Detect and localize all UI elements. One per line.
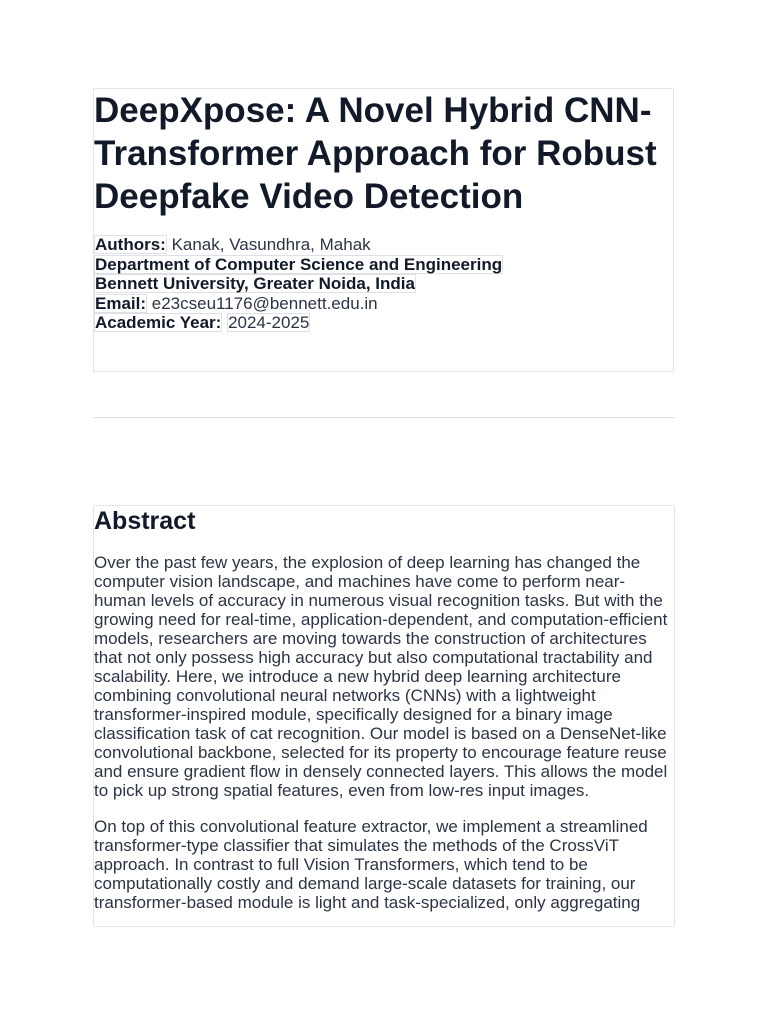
- academic-year-value: 2024-2025: [228, 313, 310, 333]
- section-divider: [93, 417, 675, 418]
- paper-metadata: [94, 235, 673, 333]
- email-line: [94, 294, 673, 314]
- department-line: [94, 255, 673, 275]
- abstract-heading: Abstract: [94, 507, 196, 535]
- authors-line: [94, 235, 673, 255]
- academic-year-line: [94, 313, 673, 333]
- email-value: e23cseu1176@bennett.edu.in: [151, 293, 378, 313]
- abstract-section: [93, 505, 675, 927]
- university-name: Bennett University, Greater Noida, India: [95, 274, 415, 294]
- university-line: [94, 274, 673, 294]
- abstract-paragraph: Over the past few years, the explosion of deep learning has changed the computer vision landscape, and machines have come to perform near-human levels of accuracy in numerous visual recognition tasks. But with the growing need for real-time, application-dependent, and computation-efficient models, researchers are moving towards the construction of architectures that not only possess high accuracy but also computational tractability and scalability. Here, we introduce a new hybrid deep learning architecture combining convolutional neural networks (CNNs) with a lightweight transformer-inspired module, specifically designed for a binary image classification task of cat recognition. Our model is based on a DenseNet-like convolutional backbone, selected for its property to encourage feature reuse and ensure gradient flow in densely connected layers. This allows the model to pick up strong spatial features, even from low-res input images.: [94, 553, 668, 800]
- authors-label: Authors:: [95, 235, 166, 254]
- title-block: [93, 88, 674, 372]
- authors-value: Kanak, Vasundhra, Mahak: [171, 235, 371, 254]
- paper-title: DeepXpose: A Novel Hybrid CNN-Transformer Approach for Robust Deepfake Video Detection: [94, 91, 657, 216]
- email-label: Email:: [95, 293, 147, 313]
- academic-year-label: Academic Year:: [95, 313, 222, 333]
- department-name: Department of Computer Science and Engineering: [95, 254, 503, 274]
- abstract-paragraph: On top of this convolutional feature extractor, we implement a streamlined transformer-type classifier that simulates the methods of the CrossViT approach. In contrast to full Vision Transformers, which tend to be computationally costly and demand large-scale datasets for training, our transformer-based module is light and task-specialized, only aggregating: [94, 817, 648, 912]
